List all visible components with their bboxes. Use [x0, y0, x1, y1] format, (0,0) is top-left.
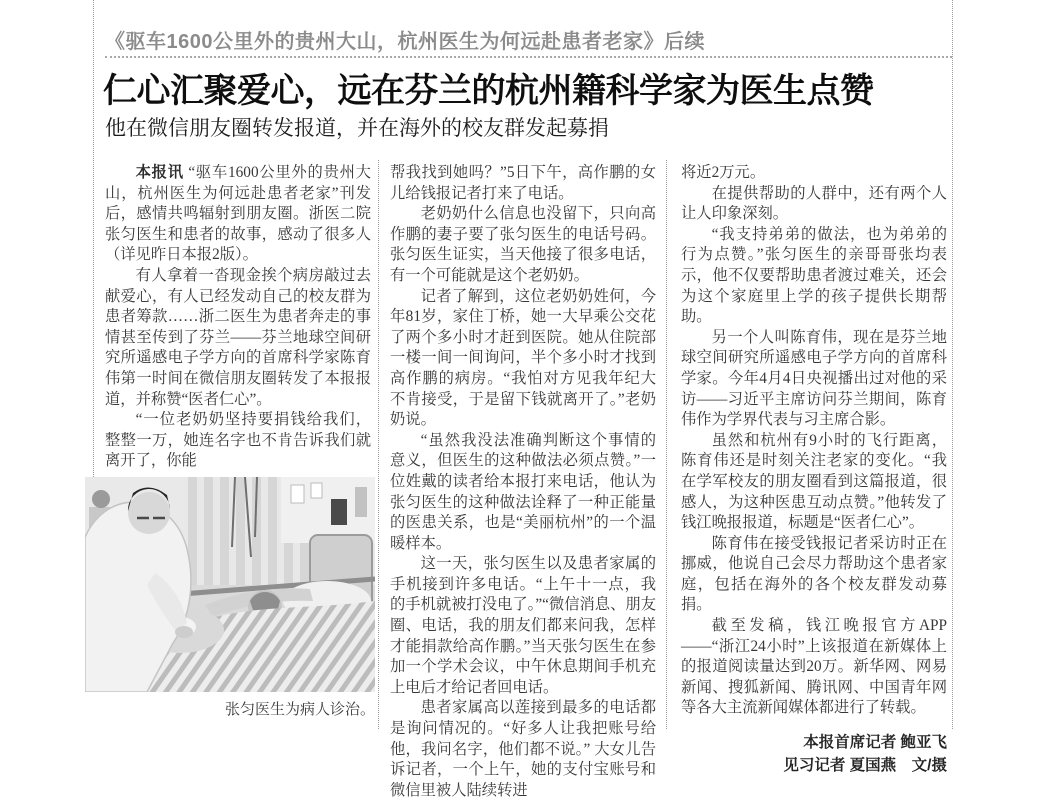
- hospital-photo-illustration: [85, 477, 375, 692]
- article-paragraph: 帮我找到她吗？”5日下午，高作鹏的女儿给钱报记者打来了电话。: [390, 164, 656, 202]
- sub-headline: 他在微信朋友圈转发报道，并在海外的校友群发起募捐: [105, 117, 609, 140]
- article-column-1: [105, 163, 371, 472]
- article-paragraph: 本报讯 “驱车1600公里外的贵州大山，杭州医生为何远赴患者老家”刊发后，感情共鸣辐射到朋友圈。浙医二院张匀医生和患者的故事，感动了很多人（详见昨日本报2版）。: [105, 164, 371, 264]
- article-column-3: [681, 163, 947, 777]
- article-paragraph: 有人拿着一沓现金挨个病房敲过去献爱心，有人已经发动自己的校友群为患者筹款……浙二医生为患者奔走的事情甚至传到了芬兰——芬兰地球空间研究所遥感电子学方向的首席科学家陈育伟第一时间在微信朋友圈转发了本报报道，并称赞“医者仁心”。: [105, 266, 371, 408]
- photo-block: [85, 477, 375, 719]
- article-paragraph: “一位老奶奶坚持要捐钱给我们，整整一万，她连名字也不肯告诉我们就离开了，你能: [105, 411, 371, 470]
- article-paragraph: 将近2万元。: [681, 164, 766, 181]
- article-paragraph: 老奶奶什么信息也没留下，只向高作鹏的妻子要了张匀医生的电话号码。张匀医生证实，当天他接了很多电话，有一个可能就是这个老奶奶。: [390, 205, 656, 284]
- kicker-dotted-rule: [105, 56, 952, 58]
- article-column-2: [390, 163, 656, 801]
- lead-label: 本报讯: [135, 164, 184, 181]
- article-paragraph: 患者家属高以莲接到最多的电话都是询问情况的。“好多人让我把账号给他，我问名字，他们都不说。” 大女儿告诉记者，一个上午，她的支付宝账号和微信里被人陆续转进: [390, 699, 656, 799]
- article-paragraph: 陈育伟在接受钱报记者采访时正在挪威，他说自己会尽力帮助这个患者家庭，包括在海外的各个校友群发动募捐。: [681, 534, 947, 614]
- column-separator-2: [666, 160, 667, 729]
- byline: [681, 731, 947, 777]
- main-headline: 仁心汇聚爱心，远在芬兰的杭州籍科学家为医生点赞: [103, 72, 874, 110]
- byline-reporter: 本报首席记者 鲍亚飞: [803, 734, 947, 752]
- article-paragraph: “我支持弟弟的做法，也为弟弟的行为点赞。”张匀医生的亲哥哥张均表示，他不仅要帮助患者渡过难关，还会为这个家庭里上学的孩子提供长期帮助。: [681, 225, 947, 326]
- article-paragraph: “虽然我没法准确判断这个事情的意义，但医生的这种做法必须点赞。”一位姓戴的读者给本报打来电话，他认为张匀医生的这种做法诠释了一种正能量的医患关系，也是“美丽杭州”的一个温暖样本。: [390, 431, 656, 552]
- hospital-photo: [85, 477, 375, 692]
- left-column-rule: [93, 0, 94, 477]
- photo-caption: 张匀医生为病人诊治。: [224, 701, 375, 718]
- kicker-headline: 《驱车1600公里外的贵州大山，杭州医生为何远赴患者老家》后续: [105, 31, 705, 53]
- column-separator-1: [378, 160, 379, 729]
- article-paragraph: 在提供帮助的人群中，还有两个人让人印象深刻。: [681, 184, 947, 223]
- article-paragraph: 虽然和杭州有9小时的飞行距离，陈育伟还是时刻关注老家的变化。“我在学军校友的朋友圈看到这篇报道，很感人，为这种医患互动点赞。”他转发了钱江晚报报道，标题是“医者仁心”。: [681, 431, 947, 532]
- article-paragraph: 记者了解到，这位老奶奶姓何，今年81岁，家住丁桥，她一大早乘公交花了两个多小时才赶到医院。她从住院部一楼一间一间询问，半个多小时才找到高作鹏的病房。“我怕对方见我年纪大不肯接受，于是留下钱就离开了。”老奶奶说。: [390, 287, 656, 429]
- article-paragraph: 另一个人叫陈育伟，现在是芬兰地球空间研究所遥感电子学方向的首席科学家。今年4月4日央视播出过对他的采访——习近平主席访问芬兰期间，陈育伟作为学界代表与习主席合影。: [681, 328, 947, 429]
- byline-trainee-reporter: 见习记者 夏国燕 文/摄: [783, 757, 947, 775]
- article-paragraph: 这一天，张匀医生以及患者家属的手机接到许多电话。“上午十一点，我的手机就被打没电了。”“微信消息、朋友圈、电话，我的朋友们都来问我，怎样才能捐款给高作鹏。”当天张匀医生在参加一个学术会议，中午休息期间手机充上电后才给记者回电话。: [390, 555, 656, 696]
- article-paragraph: 截至发稿，钱江晚报官方APP——“浙江24小时”上该报道在新媒体上的报道阅读量达到20万。新华网、网易新闻、搜狐新闻、腾讯网、中国青年网等各大主流新闻媒体都进行了转载。: [681, 617, 947, 717]
